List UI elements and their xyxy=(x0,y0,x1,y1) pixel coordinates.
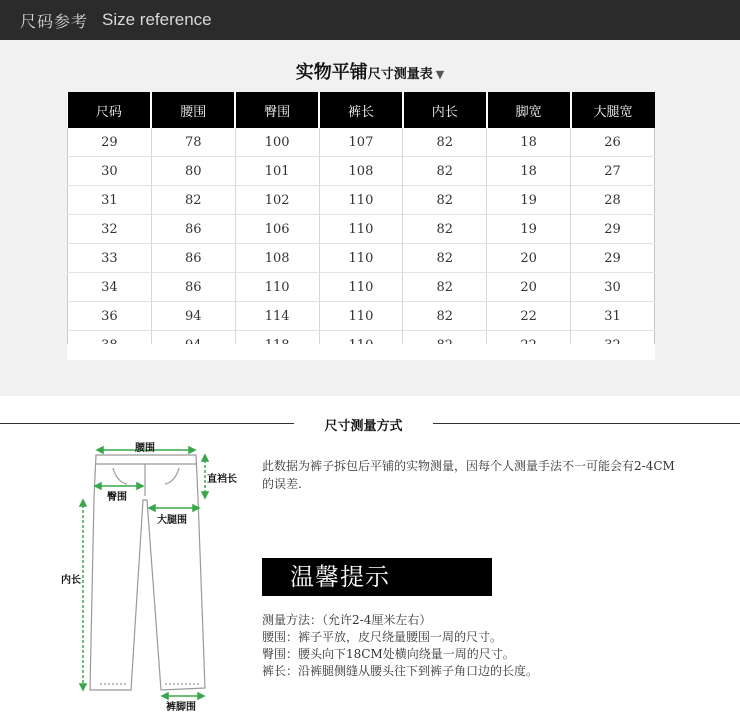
table-cell: 18 xyxy=(487,128,571,157)
table-footer-strip xyxy=(67,344,655,360)
size-table-title-main: 实物平铺 xyxy=(295,62,368,83)
divider-line xyxy=(433,423,740,424)
table-cell: 82 xyxy=(403,302,487,331)
tips-line: 裤长：沿裤腿侧缝从腰头往下到裤子角口边的长度。 xyxy=(262,664,539,678)
page-header xyxy=(0,0,740,40)
table-cell: 82 xyxy=(403,273,487,302)
table-cell: 100 xyxy=(235,128,319,157)
table-cell: 27 xyxy=(571,157,655,186)
table-cell: 18 xyxy=(487,157,571,186)
table-row xyxy=(68,157,655,186)
size-table-title-small: 尺寸测量表 xyxy=(367,67,433,82)
table-cell: 80 xyxy=(151,157,235,186)
table-cell: 22 xyxy=(487,302,571,331)
table-cell: 19 xyxy=(487,215,571,244)
table-row xyxy=(68,273,655,302)
table-cell: 82 xyxy=(403,157,487,186)
table-cell: 101 xyxy=(235,157,319,186)
diagram-label-rise: 直裆长 xyxy=(207,474,237,485)
table-cell: 82 xyxy=(403,215,487,244)
diagram-label-hip: 臀围 xyxy=(107,492,127,503)
table-cell: 94 xyxy=(151,302,235,331)
divider-line xyxy=(0,423,294,424)
table-cell: 32 xyxy=(68,215,152,244)
table-row xyxy=(68,244,655,273)
column-header: 裤长 xyxy=(319,92,403,128)
tips-line: 臀围：腰头向下18CM处横向绕量一周的尺寸。 xyxy=(262,647,515,661)
table-cell: 36 xyxy=(68,302,152,331)
table-cell: 33 xyxy=(68,244,152,273)
column-header: 大腿宽 xyxy=(571,92,655,128)
table-cell: 28 xyxy=(571,186,655,215)
table-cell: 110 xyxy=(319,244,403,273)
table-cell: 34 xyxy=(68,273,152,302)
measure-title: 尺寸测量方式 xyxy=(324,419,403,434)
table-header-row xyxy=(68,92,655,128)
table-cell: 110 xyxy=(235,273,319,302)
table-cell: 78 xyxy=(151,128,235,157)
tips-line: 测量方法：（允许2-4厘米左右） xyxy=(262,613,432,627)
table-cell: 31 xyxy=(68,186,152,215)
size-table xyxy=(67,92,655,360)
column-header: 腰围 xyxy=(151,92,235,128)
table-cell: 86 xyxy=(151,215,235,244)
table-cell: 86 xyxy=(151,273,235,302)
table-cell: 82 xyxy=(403,128,487,157)
table-cell: 29 xyxy=(571,215,655,244)
diagram-label-waist: 腰围 xyxy=(135,443,155,454)
table-cell: 108 xyxy=(319,157,403,186)
table-cell: 29 xyxy=(68,128,152,157)
table-row xyxy=(68,128,655,157)
column-header: 内长 xyxy=(403,92,487,128)
tips-line: 腰围：裤子平放，皮尺绕量腰围一周的尺寸。 xyxy=(262,630,503,644)
table-cell: 19 xyxy=(487,186,571,215)
column-header: 尺码 xyxy=(68,92,152,128)
diagram-label-hem: 裤脚围 xyxy=(166,702,196,713)
column-header: 脚宽 xyxy=(487,92,571,128)
table-cell: 82 xyxy=(403,244,487,273)
table-cell: 110 xyxy=(319,215,403,244)
table-cell: 31 xyxy=(571,302,655,331)
table-row xyxy=(68,302,655,331)
table-cell: 110 xyxy=(319,186,403,215)
triangle-down-icon: ▼ xyxy=(435,68,445,81)
table-row xyxy=(68,186,655,215)
table-cell: 110 xyxy=(319,302,403,331)
table-cell: 82 xyxy=(151,186,235,215)
table-cell: 26 xyxy=(571,128,655,157)
table-cell: 86 xyxy=(151,244,235,273)
measure-section-title xyxy=(0,414,740,434)
table-row xyxy=(68,215,655,244)
table-cell: 30 xyxy=(571,273,655,302)
table-cell: 114 xyxy=(235,302,319,331)
table-cell: 20 xyxy=(487,244,571,273)
size-table-section xyxy=(0,40,740,396)
header-title-cn: 尺码参考 xyxy=(20,11,89,31)
header-title-en: Size reference xyxy=(102,10,212,29)
table-cell: 107 xyxy=(319,128,403,157)
table-cell: 30 xyxy=(68,157,152,186)
table-cell: 29 xyxy=(571,244,655,273)
table-cell: 20 xyxy=(487,273,571,302)
size-table-title xyxy=(0,58,740,84)
pants-diagram xyxy=(55,438,255,713)
table-cell: 110 xyxy=(319,273,403,302)
tips-list xyxy=(262,612,732,680)
table-cell: 106 xyxy=(235,215,319,244)
table-cell: 82 xyxy=(403,186,487,215)
tips-banner: 温馨提示 xyxy=(262,558,492,596)
table-cell: 108 xyxy=(235,244,319,273)
measure-description: 此数据为裤子拆包后平铺的实物测量，因每个人测量手法不一可能会有2-4CM的误差. xyxy=(262,459,675,491)
diagram-label-thigh: 大腿围 xyxy=(157,515,187,526)
column-header: 臀围 xyxy=(235,92,319,128)
table-cell: 102 xyxy=(235,186,319,215)
diagram-label-inseam: 内长 xyxy=(61,575,81,586)
